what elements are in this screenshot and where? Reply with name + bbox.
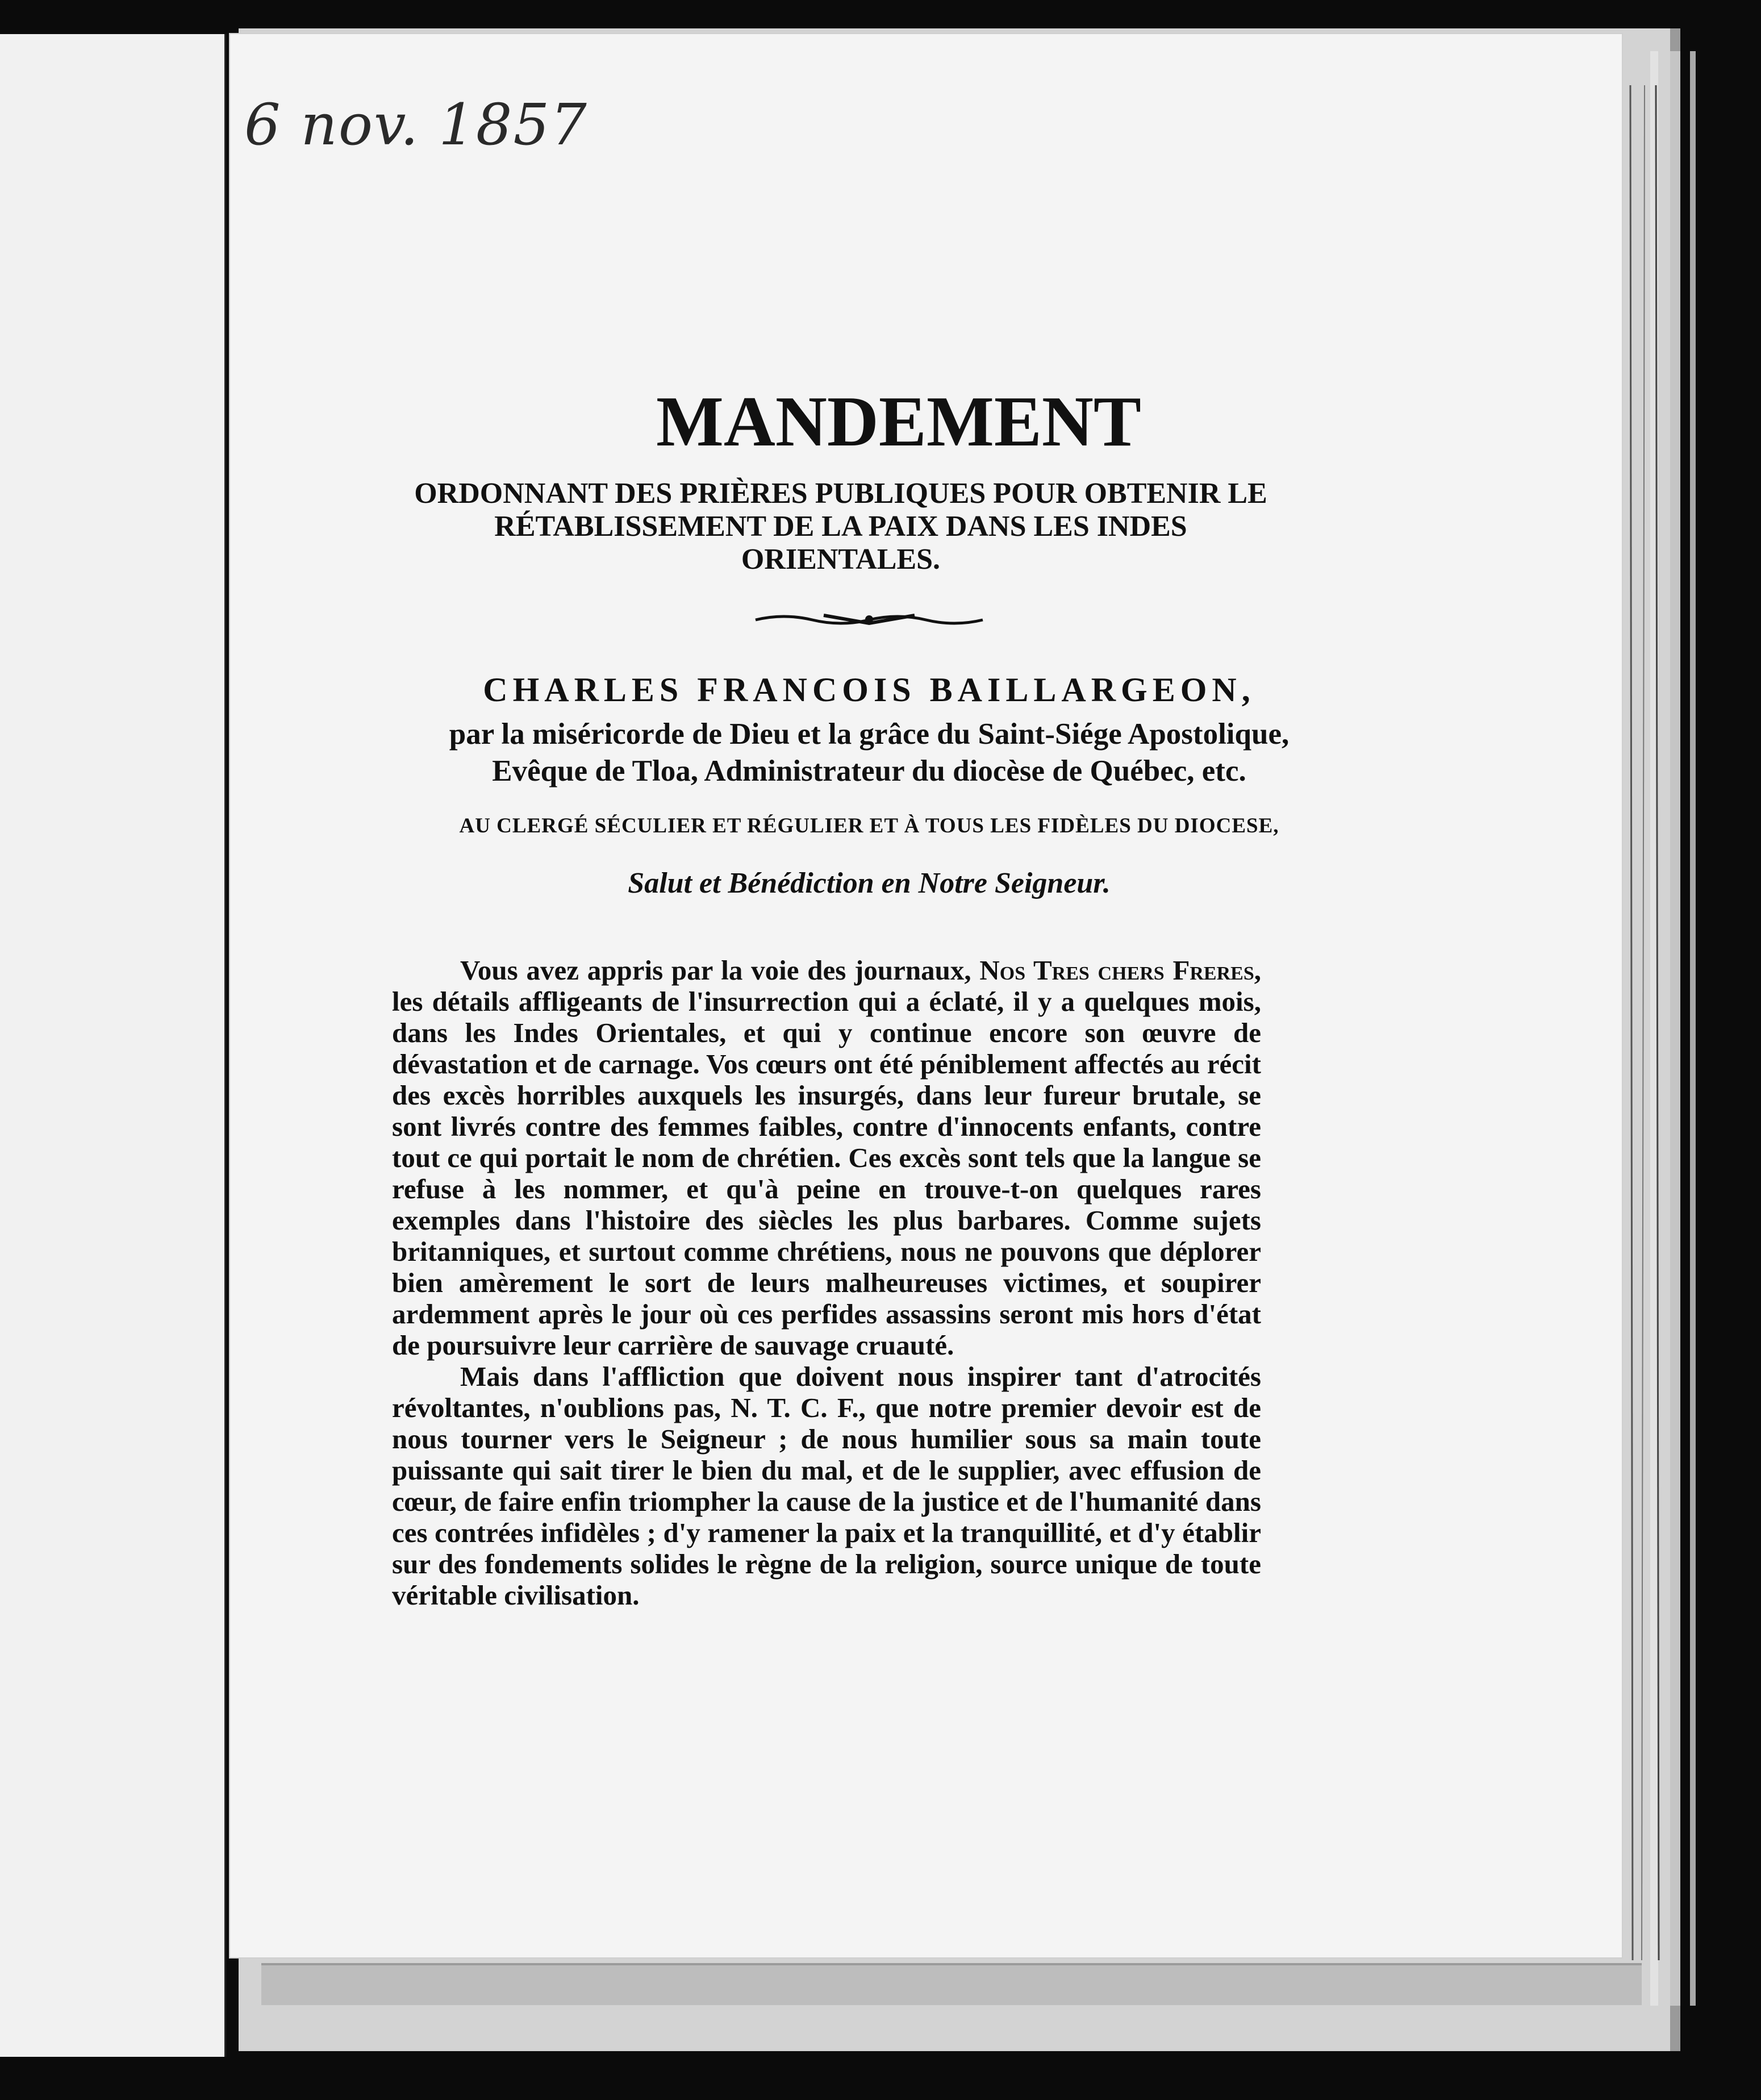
document-subtitle: ORDONNANT DES PRIÈRES PUBLIQUES POUR OBTENIR LE RÉTABLISSEMENT DE LA PAIX DANS LES INDES ORIENTALES. <box>414 477 1267 576</box>
author-name: CHARLES FRANCOIS BAILLARGEON, <box>483 671 1255 709</box>
binding-edge <box>1625 85 1664 1960</box>
document-title: MANDEMENT <box>656 382 1141 461</box>
page-edge <box>1690 51 1696 2006</box>
paragraph-1-lead: Vous avez appris par la voie des journaux, <box>460 955 980 986</box>
ornament-divider <box>750 611 988 628</box>
paragraph-1-rest: , les détails affligeants de l'insurrection qui a éclaté, il y a quelques mois, dans les Indes Orientales, et qui y continue encore son œuvre de dévastation et de carnage. Vos cœurs ont été péniblement affectés au récit des excès horribles auxquels les insurgés, dans leur fureur brutale, se sont livrés contre des femmes faibles, contre d'innocents enfants, contre tout ce qui portait le nom de chrétien. Ces excès sont tels que la langue se refuse à les nommer, et qu'à peine en trouve-t-on quelques rares exemples dans l'histoire des siècles les plus barbares. Comme sujets britanniques, et surtout comme chrétiens, nous ne pouvons que déplorer bien amèrement le sort de leurs malheureuses victimes, et soupirer ardemment après le jour où ces perfides assassins seront mis hors d'état de poursuivre leur carrière de sauvage cruauté. <box>392 955 1261 1361</box>
author-title-line-2: Evêque de Tloa, Administrateur du diocèse de Québec, etc. <box>492 755 1246 788</box>
paragraph-1-address: Nos Tres chers Freres <box>979 955 1254 986</box>
paragraph-1 <box>392 955 1261 1361</box>
body-text <box>392 955 1261 1611</box>
left-page <box>0 34 226 2057</box>
address-line: AU CLERGÉ SÉCULIER ET RÉGULIER ET À TOUS LES FIDÈLES DU DIOCESE, <box>459 814 1279 838</box>
paragraph-2: Mais dans l'affliction que doivent nous inspirer tant d'atrocités révoltantes, n'oublions pas, N. T. C. F., que notre premier devoir est de nous tourner vers le Seigneur ; de nous humilier sous sa main toute puissante qui sait tirer le bien du mal, et de le supplier, avec effusion de cœur, de faire enfin triompher la cause de la justice et de l'humanité dans ces contrées infidèles ; d'y ramener la paix et la tranquillité, et d'y établir sur des fondements solides le règne de la religion, source unique de toute véritable civilisation. <box>392 1361 1261 1611</box>
page-edge <box>1670 51 1680 2006</box>
bottom-page-edge <box>261 1963 1642 2005</box>
handwritten-date: 6 nov. 1857 <box>244 91 588 158</box>
salutation: Salut et Bénédiction en Notre Seigneur. <box>628 867 1111 899</box>
author-title-line-1: par la miséricorde de Dieu et la grâce du Saint-Siége Apostolique, <box>449 718 1290 751</box>
